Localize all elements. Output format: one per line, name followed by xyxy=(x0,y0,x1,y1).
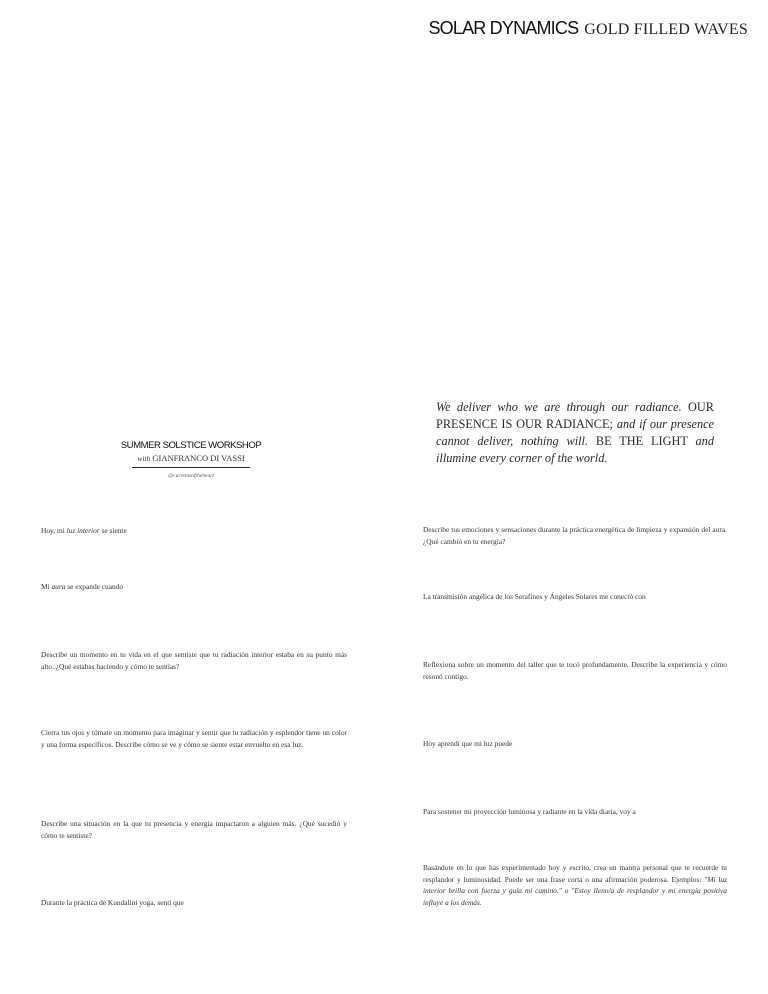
byline-with: with xyxy=(137,454,151,463)
quote-part-1: We deliver who we are through our radiance. xyxy=(436,400,682,414)
radiance-quote xyxy=(436,399,714,467)
divider xyxy=(132,467,250,468)
quote-part-5: and illumine every corner of the world. xyxy=(436,434,714,465)
prompt-right-6-text: Basándote en lo que has experimentado hoy y escrito, crea un mantra personal que te recuerde tu resplandor y luminosidad. Puede ser una frase corta o una afirmación poderosa. Ejemplos: xyxy=(423,863,727,884)
prompt-right-6-example: "Mi luz interior brilla con fuerza y guía mi camino." o "Estoy lleno/a de resplandor y mi energía positiva influye a los demás. xyxy=(423,874,727,908)
quote-part-3: and if our presence cannot deliver, nothing will. xyxy=(436,417,715,448)
prompt-right-4: Hoy aprendí que mi luz puede xyxy=(423,739,513,748)
prompt-left-3: Describe un momento en tu vida en el que sentiste que tu radiación interior estaba en su punto más alto. ¿Qué estabas haciendo y cómo te sentías? xyxy=(41,650,347,671)
prompt-right-6 xyxy=(423,862,727,909)
social-handle: @currentsoftheheart xyxy=(168,473,214,479)
prompt-right-3: Reflexiona sobre un momento del taller que te tocó profundamente. Describe la experiencia y cómo resonó contigo. xyxy=(423,660,727,681)
page-header xyxy=(428,18,748,39)
prompt-left-2-after: se expande cuando xyxy=(65,582,124,591)
prompt-left-1-before: Hoy, mi xyxy=(41,526,67,535)
prompt-left-6: Durante la práctica de Kundalini yoga, sentí que xyxy=(41,898,184,907)
prompt-left-5: Describe una situación en la que tu presencia y energía impactaron a alguien más. ¿Qué sucedió y cómo te sentiste? xyxy=(41,819,347,840)
brand-subtitle: GOLD FILLED WAVES xyxy=(584,21,748,38)
brand-title: SOLAR DYNAMICS xyxy=(428,18,579,38)
quote-part-4: BE THE LIGHT xyxy=(588,434,696,448)
prompt-right-2: La transmisión angélica de los Serafines y Ángeles Solares me conectó con xyxy=(423,592,646,601)
prompt-left-2 xyxy=(41,581,347,593)
prompt-left-1-em: luz interior xyxy=(66,526,100,535)
prompt-right-5: Para sostener mi proyección luminosa y radiante en la vida diaria, voy a xyxy=(423,807,636,816)
prompt-left-1-after: se siente xyxy=(99,526,127,535)
workshop-title: SUMMER SOLSTICE WORKSHOP xyxy=(120,440,262,451)
quote-part-2: OUR PRESENCE IS OUR RADIANCE; xyxy=(436,400,714,431)
workshop-byline xyxy=(112,453,270,463)
prompt-left-2-before: Mi xyxy=(41,582,52,591)
prompt-right-1: Describe tus emociones y sensaciones durante la práctica energética de limpieza y expansión del aura. ¿Qué cambió en tu energía? xyxy=(423,525,727,546)
prompt-left-1 xyxy=(41,525,347,537)
prompt-left-2-em: aura xyxy=(51,582,66,591)
workshop-block xyxy=(112,440,270,479)
prompt-left-4: Cierra tus ojos y tómate un momento para imaginar y sentir que tu radiación y esplendor tiene un color y una forma específicos. Describe cómo se ve y cómo se siente estar envuelto en esa luz. xyxy=(41,728,347,749)
facilitator-name: GIANFRANCO DI VASSI xyxy=(152,453,245,463)
